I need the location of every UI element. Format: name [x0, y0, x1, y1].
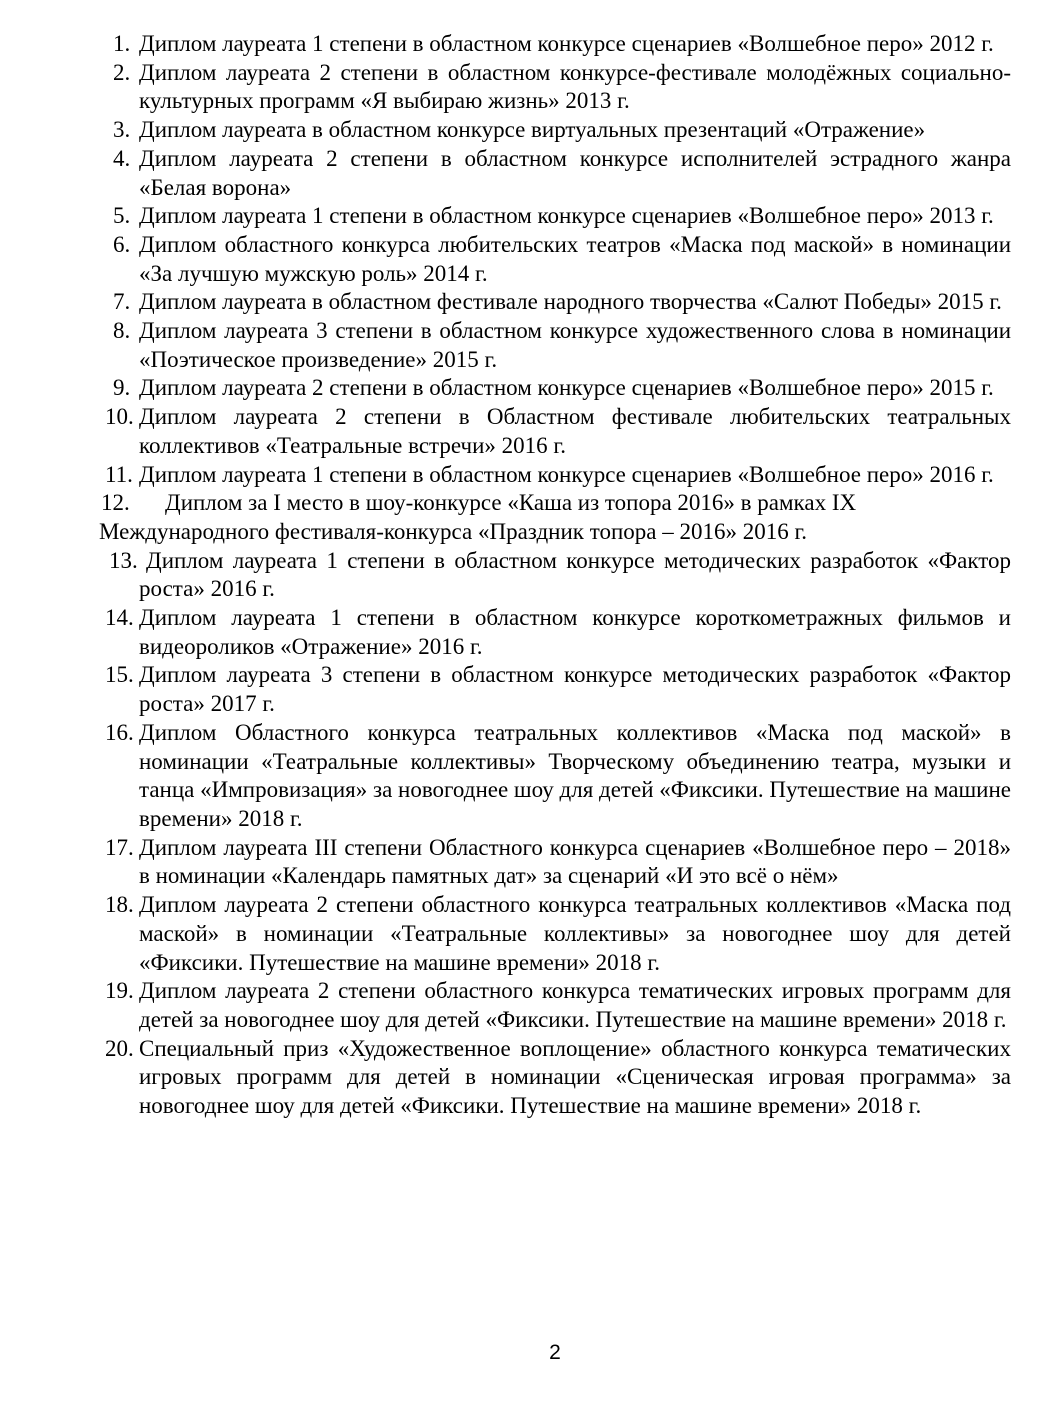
list-item [99, 977, 1011, 1034]
item-number: 1. [113, 31, 131, 56]
page-number: 2 [549, 1341, 561, 1364]
item-text: Диплом лауреата 2 степени в областном конкурсе сценариев «Волшебное перо» 2015 г. [139, 375, 994, 401]
item-number: 17. [105, 834, 134, 860]
item-number: 5. [113, 203, 131, 229]
item-text: Диплом лауреата 1 степени в областном конкурсе методических разработок «Фактор роста» 2016 г. [139, 547, 1011, 602]
item-text: Диплом лауреата в областном конкурсе виртуальных презентаций «Отражение» [139, 117, 926, 143]
item-text: Диплом лауреата 1 степени в областном конкурсе короткометражных фильмов и видеороликов «Отражение» 2016 г. [139, 605, 1011, 659]
list-item [99, 547, 1011, 604]
item-text: Диплом областного конкурса любительских театров «Маска под маской» в номинации «За лучшую мужскую роль» 2014 г. [139, 231, 1011, 286]
list-item [99, 231, 1011, 288]
item-number: 4. [113, 145, 131, 171]
item-text: Диплом лауреата 3 степени в областном конкурсе методических разработок «Фактор роста» 2017 г. [139, 662, 1011, 717]
item-text: Диплом лауреата в областном фестивале народного творчества «Салют Победы» 2015 г. [139, 289, 1002, 315]
item-text: Диплом Областного конкурса театральных коллективов «Маска под маской» в номинации «Театральные коллективы» Творческому объединению театра, музыки и танца «Импровизация» за новогоднее шоу для детей «Фиксики. Путешествие на машине времени» 2018 г. [139, 719, 1011, 831]
item-number: 2. [113, 59, 131, 85]
item-number: 18. [105, 892, 134, 918]
list-item [99, 30, 1011, 59]
item-number: 7. [113, 289, 131, 315]
list-item [99, 202, 1011, 231]
item-number: 19. [105, 978, 134, 1004]
list-item [99, 891, 1011, 977]
item-number: 16. [105, 719, 134, 745]
item-text: Диплом лауреата 1 степени в областном конкурсе сценариев «Волшебное перо» 2016 г. [139, 461, 994, 487]
list-item [99, 145, 1011, 202]
item-text: Диплом лауреата 3 степени в областном конкурсе художественного слова в номинации «Поэтическое произведение» 2015 г. [139, 318, 1011, 372]
list-item [99, 403, 1011, 460]
item-number: 12. [101, 490, 130, 516]
list-item [99, 604, 1011, 661]
item-number: 6. [113, 231, 131, 257]
list-item [99, 1035, 1011, 1121]
list-item [99, 288, 1011, 317]
list-item [99, 489, 1011, 546]
item-text: Диплом лауреата 2 степени в областном конкурсе-фестивале молодёжных социально-культурных программ «Я выбираю жизнь» 2013 г. [139, 59, 1011, 114]
item-number: 14. [105, 605, 134, 631]
list-item [99, 116, 1011, 145]
item-text: Диплом за I место в шоу-конкурсе «Каша из топора 2016» в рамках IX Международного фестиваля-конкурса «Праздник топора – 2016» 2016 г. [99, 490, 857, 544]
list-item [99, 374, 1011, 403]
item-number: 8. [113, 318, 131, 344]
item-text: Диплом лауреата 2 степени в областном конкурсе исполнителей эстрадного жанра «Белая ворона» [139, 145, 1011, 200]
list-item [99, 719, 1011, 834]
item-number: 3. [113, 117, 131, 143]
list-item [99, 59, 1011, 116]
list-item [99, 834, 1011, 891]
item-number: 20. [105, 1035, 134, 1061]
item-text: Диплом лауреата 1 степени в областном конкурсе сценариев «Волшебное перо» 2013 г. [139, 203, 994, 229]
list-item [99, 461, 1011, 490]
item-number: 15. [105, 662, 134, 688]
awards-list [99, 30, 1011, 1121]
item-number: 9. [113, 375, 131, 401]
item-text: Диплом лауреата 2 степени областного конкурса театральных коллективов «Маска под маской» в номинации «Театральные коллективы» за новогоднее шоу для детей «Фиксики. Путешествие на машине времени» 2018 г. [139, 892, 1011, 975]
item-text: Специальный приз «Художественное воплощение» областного конкурса тематических игровых программ для детей в номинации «Сценическая игровая программа» за новогоднее шоу для детей «Фиксики. Путешествие на машине времени» 2018 г. [139, 1035, 1011, 1119]
item-number: 11. [105, 461, 133, 487]
item-number: 10. [105, 404, 134, 430]
item-text: Диплом лауреата III степени Областного конкурса сценариев «Волшебное перо – 2018» в номинации «Календарь памятных дат» за сценарий «И это всё о нём» [139, 834, 1011, 889]
list-item [99, 317, 1011, 374]
item-text: Диплом лауреата 2 степени областного конкурса тематических игровых программ для детей за новогоднее шоу для детей «Фиксики. Путешествие на машине времени» 2018 г. [139, 978, 1011, 1032]
item-text: Диплом лауреата 2 степени в Областном фестивале любительских театральных коллективов «Театральные встречи» 2016 г. [139, 404, 1011, 458]
list-item [99, 661, 1011, 718]
item-number: 13. [109, 547, 138, 573]
item-text: Диплом лауреата 1 степени в областном конкурсе сценариев «Волшебное перо» 2012 г. [139, 31, 994, 56]
